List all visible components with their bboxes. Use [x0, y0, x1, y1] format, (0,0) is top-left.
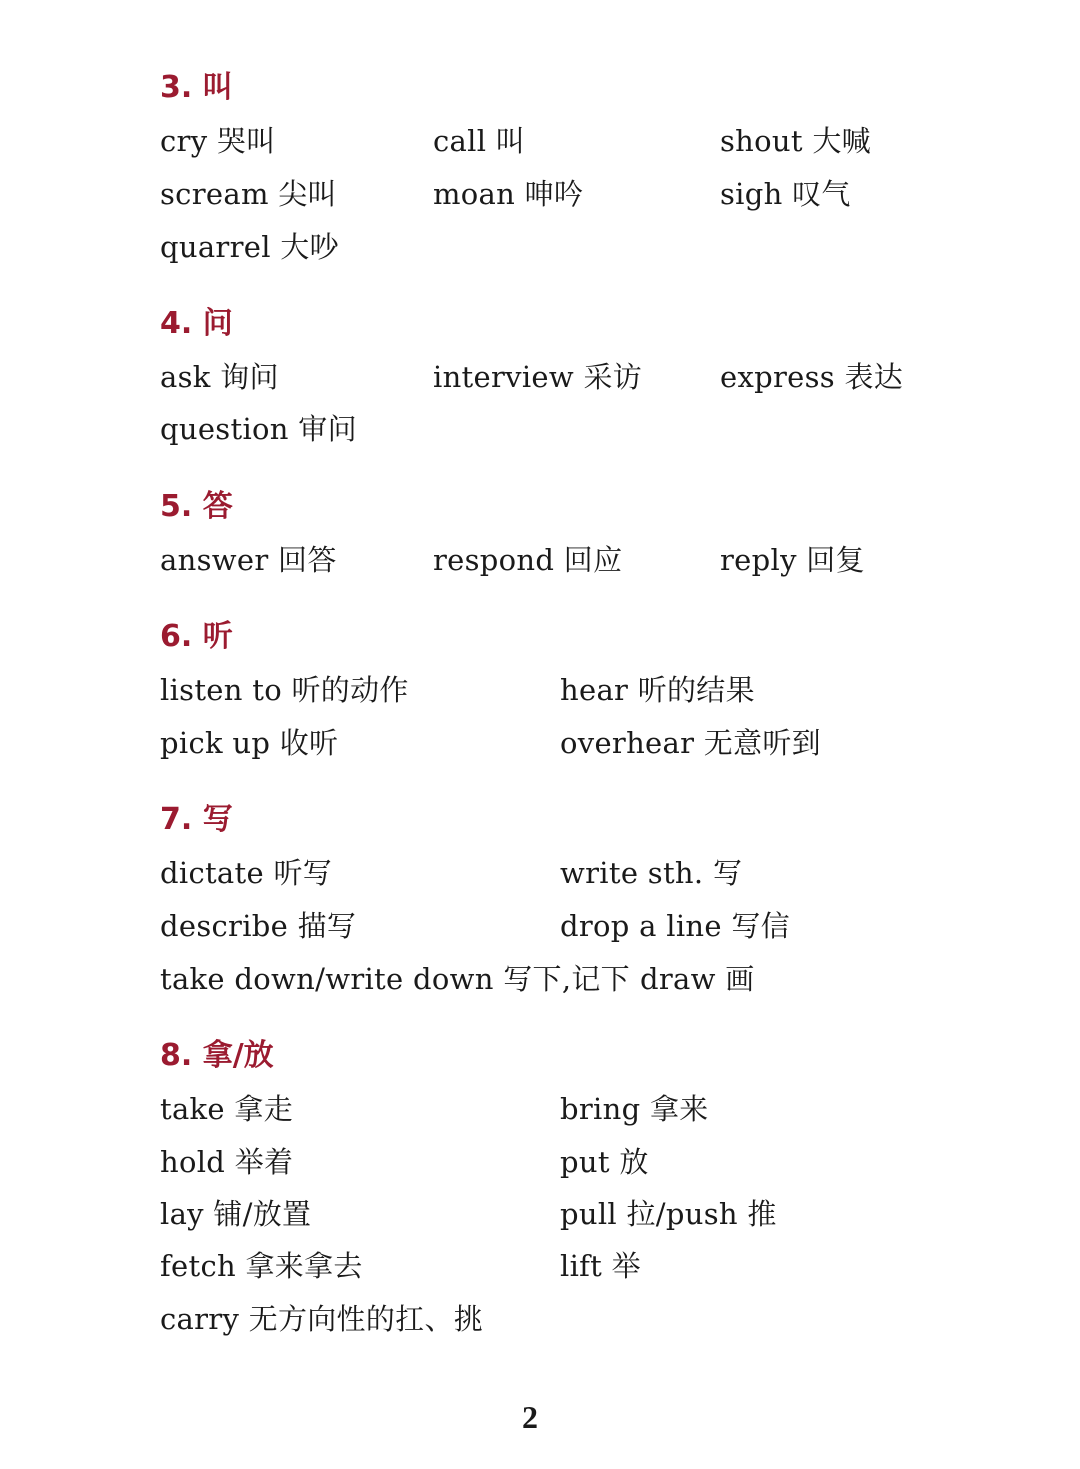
vocab-item: lay 铺/放置 [160, 1197, 312, 1231]
section-title-8: 8. 拿/放 [160, 1038, 274, 1073]
section-title-3: 3. 叫 [160, 70, 233, 105]
section-title-6: 6. 听 [160, 619, 233, 654]
vocab-item: write sth. 写 [560, 856, 743, 890]
vocab-item: carry 无方向性的扛、挑 [160, 1302, 484, 1336]
vocab-item: hear 听的结果 [560, 673, 755, 707]
vocab-item: scream 尖叫 [160, 177, 337, 211]
page-number: 2 [522, 1399, 538, 1435]
vocab-item: pick up 收听 [160, 726, 339, 760]
section-title-4: 4. 问 [160, 306, 233, 341]
vocab-item: bring 拿来 [560, 1092, 709, 1126]
vocab-item: pull 拉/push 推 [560, 1197, 777, 1231]
vocab-item: draw 画 [640, 962, 755, 996]
vocab-item: take 拿走 [160, 1092, 293, 1126]
vocab-item: describe 描写 [160, 909, 357, 943]
vocab-item: sigh 叹气 [720, 177, 851, 211]
vocab-item: shout 大喊 [720, 124, 871, 158]
vocab-item: call 叫 [433, 124, 526, 158]
vocab-item: question 审问 [160, 412, 357, 446]
vocab-item: moan 呻吟 [433, 177, 584, 211]
section-title-5: 5. 答 [160, 489, 233, 524]
vocab-item: express 表达 [720, 360, 904, 394]
vocab-item: reply 回复 [720, 543, 865, 577]
vocab-item: put 放 [560, 1145, 649, 1179]
vocab-item: overhear 无意听到 [560, 726, 821, 760]
vocab-item: answer 回答 [160, 543, 337, 577]
vocab-item: ask 询问 [160, 360, 279, 394]
vocab-item: dictate 听写 [160, 856, 333, 890]
vocab-item: respond 回应 [433, 543, 623, 577]
section-title-7: 7. 写 [160, 802, 233, 837]
vocab-item: cry 哭叫 [160, 124, 276, 158]
vocab-item: take down/write down 写下,记下 [160, 962, 630, 996]
vocab-item: listen to 听的动作 [160, 673, 409, 707]
vocab-item: fetch 拿来拿去 [160, 1249, 363, 1283]
vocab-item: interview 采访 [433, 360, 643, 394]
vocab-item: quarrel 大吵 [160, 230, 339, 264]
vocab-item: hold 举着 [160, 1145, 294, 1179]
vocab-item: lift 举 [560, 1249, 641, 1283]
vocab-item: drop a line 写信 [560, 909, 790, 943]
